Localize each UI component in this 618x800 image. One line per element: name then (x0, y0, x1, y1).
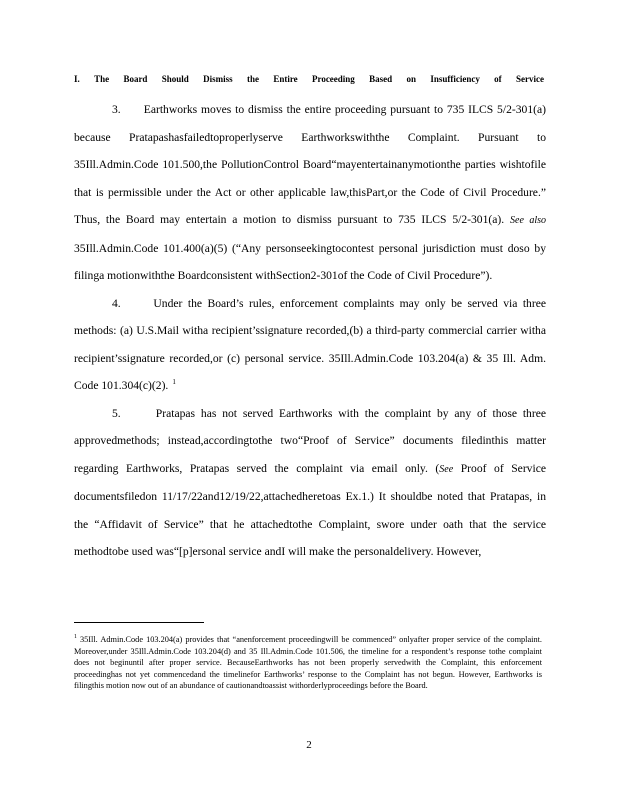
section-heading (74, 74, 544, 84)
heading-number: I. (74, 74, 80, 84)
document-body (74, 96, 546, 566)
page-number: 2 (306, 739, 312, 751)
heading-word: Entire (273, 74, 298, 84)
paragraph-5 (74, 400, 546, 566)
heading-word: the (246, 74, 259, 84)
paragraph-4 (74, 290, 546, 400)
heading-word: Insufficiency (430, 74, 480, 84)
heading-word: of (494, 74, 502, 84)
see-also-signal: See also (510, 215, 546, 226)
heading-word: on (406, 74, 416, 84)
heading-word: Dismiss (203, 74, 233, 84)
heading-word: Board (123, 74, 148, 84)
see-signal: See (439, 463, 454, 475)
paragraph-5-text: 5. Pratapas has not served Earthworks with the complaint by any of those three approvedmethods; instead,accordingtothe two“Proof of Service” documents filedinthis matter regarding Earthworks, Pratapas served the complaint via email only. ( (74, 406, 546, 475)
heading-word: Proceeding (311, 74, 355, 84)
heading-word: Should (161, 74, 189, 84)
heading-word: Based (369, 74, 393, 84)
paragraph-3-citation: 35Ill.Admin.Code 101.400(a)(5) (“Any personseekingtocontest personal jurisdiction must doso by filinga motionwiththe Boardconsistent withSection2-301of the Code of Civil Procedure”). (74, 241, 546, 282)
paragraph-3 (74, 96, 546, 290)
footnote (74, 634, 542, 692)
paragraph-5-continuation: Proof of Service documentsfiledon 11/17/22and12/19/22,attachedheretoas Ex.1.) It shouldbe noted that Pratapas, in the “Affidavit of Service” that he attachedtothe Complaint, swore under oath that the service methodtobe used was“[p]ersonal service andI will make the personaldelivery. However, (74, 461, 546, 558)
paragraph-4-text: 4. Under the Board’s rules, enforcement complaints may only be served via three methods: (a) U.S.Mail witha recipient’ssignature recorded,(b) a third-party commercial carrier witha recipient’ssignature recorded,or (c) personal service. 35Ill.Admin.Code 103.204(a) & 35 Ill. Adm. Code 101.304(c)(2). (74, 296, 546, 392)
footnote-reference[interactable]: 1 (172, 378, 176, 387)
heading-word: Service (515, 74, 544, 84)
footnote-mark: 1 (74, 634, 77, 641)
paragraph-3-text: 3. Earthworks moves to dismiss the entire proceeding pursuant to 735 ILCS 5/2-301(a) because Pratapashasfailedtoproperlyserve Earthworkswiththe Complaint. Pursuant to 35Ill.Admin.Code 101.500,the PollutionControl Board“mayentertainanymotionthe parties wishtofile that is permissible under the Act or other applicable law,thisPart,or the Code of Civil Procedure.” Thus, the Board may entertain a motion to dismiss pursuant to 735 ILCS 5/2-301(a). (74, 103, 546, 226)
heading-word: The (94, 74, 110, 84)
footnote-separator (74, 622, 204, 623)
footnote-text: 35Ill. Admin.Code 103.204(a) provides that “anenforcement proceedingwill be commenced” onlyafter proper service of the complaint. Moreover,under 35Ill.Admin.Code 103.204(d) and 35 Ill.Admin.Code 101.506, the timeline for a respondent’s response tothe complaint does not beginuntil after proper service. BecauseEarthworks has not been properly servedwith the Complaint, this enforcement proceedinghas not yet commencedand the timelinefor Earthworks’ response to the Complaint has not begun. However, Earthworks is filingthis motion now out of an abundance of cautionandtoassist withorderlyproceedings before the Board. (74, 635, 542, 691)
